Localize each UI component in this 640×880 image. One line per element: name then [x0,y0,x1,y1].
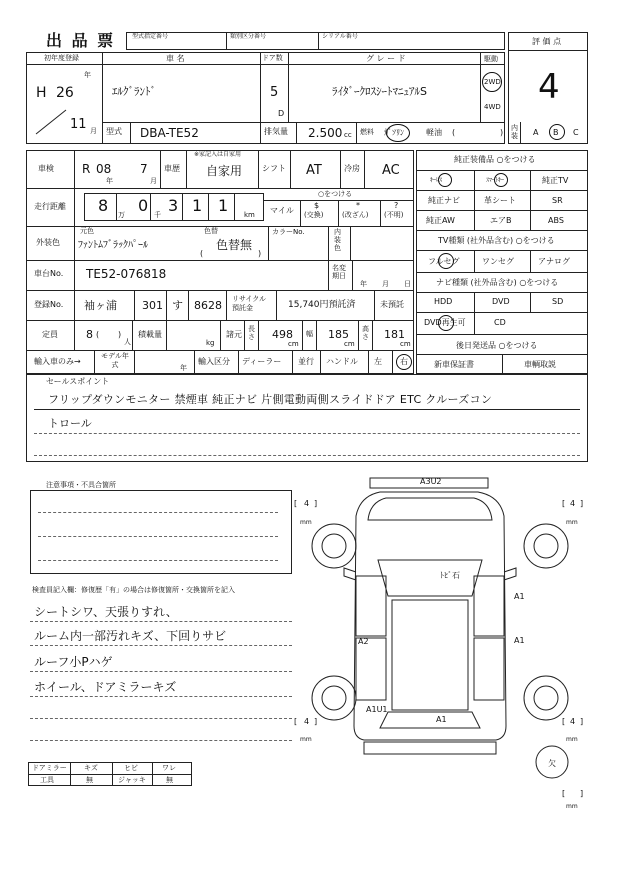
height-unit: cm [400,340,411,348]
exchange-option: (交換) [304,211,324,219]
mile-option: マイル [270,206,294,215]
import-label: 輸入車のみ→ [34,357,81,366]
first-reg-month: 11 [70,117,87,132]
exterior-color-label: 外装色 [36,238,60,247]
tire-depth-fl: 4 [304,499,310,508]
color-change-paren-open: ( [200,249,204,258]
first-reg-era: H [36,85,47,101]
equipment-title: 純正装備品 ○をつける [454,155,536,164]
body-outline [354,492,506,740]
missing-header-scratch: キズ [84,764,98,772]
tv-analog: アナログ [538,257,570,266]
ac-label: 冷房 [344,164,360,173]
length-unit: cm [288,340,299,348]
displacement-unit: cc [344,131,352,139]
docs-warranty: 新車保証書 [434,360,474,369]
length-value: 498 [272,328,293,341]
registration-number: 8628 [194,299,222,312]
mileage-digit-2: 0 [138,196,149,215]
usage-value: 自家用 [206,164,243,178]
tire-front-left [312,524,356,568]
capacity-label: 定員 [42,330,58,339]
interior-color-label: 内装色 [334,228,341,252]
original-color-label: 元色 [80,227,94,235]
inspection-label: 車検 [38,164,54,173]
spare-bracket-open: [ [562,789,566,798]
right-front-door [474,576,504,636]
left-mirror [344,568,356,580]
diag-right-rear: A1 [514,636,525,645]
spare-mm: mm [566,803,578,810]
recycle-label: リサイクル預託金 [232,295,267,312]
width-label: 幅 [306,330,313,338]
month-unit: 月 [90,127,97,135]
doors-value: 5 [270,85,279,100]
windshield [378,560,482,596]
registration-class: 301 [142,299,163,312]
door-type: D [278,109,285,118]
inspector-line-3: ルーフ小Pハゲ [34,655,113,669]
drive-2wd: 2WD [484,78,501,86]
sales-points-box [26,374,588,462]
tire-rl-bracket-close: ] [314,717,318,726]
equip-keyless: ｷｰﾚｽ [430,177,443,184]
import-division-label: 輸入区分 [198,357,230,366]
spare-bracket-close: ] [580,789,584,798]
missing-header-break: ワレ [162,764,176,772]
handle-label: ハンドル [326,357,358,366]
equip-abs: ABS [548,216,564,225]
notes-box [30,490,292,574]
interior-label: 内装 [511,124,518,140]
nav-title: ナビ種類 (社外品含む) ○をつける [436,278,559,287]
equip-leather: 革シート [484,196,516,205]
registration-area: 袖ヶ浦 [84,299,117,312]
tamper-sym: * [356,201,360,210]
missing-header-mirror: ドアミラー [32,764,67,772]
tire-rr-bracket-open: [ [562,717,566,726]
capacity-value: 8 [86,328,93,341]
equip-smartkey: ｽﾏｰﾄｷｰ [486,177,505,184]
equip-airbag: エアB [490,216,512,225]
tv-oneseg: ワンセグ [482,257,514,266]
tire-fr-bracket-open: [ [562,499,566,508]
mileage-unit-km: km [244,211,255,219]
inspector-line-1: シートシワ、天張りすれ、 [34,605,178,619]
first-reg-year: 26 [56,85,74,101]
sales-points-line2: トロール [48,417,92,430]
displacement-label: 排気量 [264,127,288,136]
diag-front-bumper: A3U2 [420,477,442,486]
docs-manual: 車輌取説 [524,360,556,369]
diag-rear-left: A1U1 [366,705,388,714]
tire-fr-bracket-close: ] [580,499,584,508]
mileage-digit-4: 1 [192,196,203,215]
load-unit: kg [206,339,215,347]
roof [392,600,468,710]
docs-title: 後日発送品 ○をつける [456,341,538,350]
missing-jack: ジャッキ [118,776,146,784]
fuel-gasoline: ｶﾞｿﾘﾝ [384,128,404,137]
equip-navi: 純正ナビ [428,196,460,205]
length-label: 長さ [248,325,255,341]
rear-glass [380,712,480,728]
drive-4wd: 4WD [484,103,501,111]
mileage-digit-5: 1 [218,196,229,215]
ac-value: AC [382,163,400,178]
grade-label: グ レ ー ド [366,54,406,63]
shift-value: AT [306,163,322,178]
equip-sr: SR [552,196,563,205]
registration-kana: す [172,299,183,312]
inspection-year-unit: 年 [106,177,113,185]
import-dealer: ディーラー [242,357,282,366]
registration-label: 登録No. [34,300,64,309]
paren-open: ( [452,128,456,137]
model-value: DBA-TE52 [140,126,199,140]
tire-fl-bracket-open: [ [294,499,298,508]
diag-spare-label: 欠 [548,759,556,768]
missing-jack-value: 無 [166,776,173,784]
mileage-label: 走行距離 [34,202,66,211]
inspector-line-2: ルーム内一部汚れキズ、下回りサビ [34,629,227,643]
usage-label: 車歴 [164,164,180,173]
shift-label: シフト [262,164,286,173]
width-unit: cm [344,340,355,348]
missing-tools-value: 無 [86,776,93,784]
right-rear-door [474,638,504,700]
chassis-label: 車台No. [34,269,64,278]
sales-points-label: セールスポイント [46,377,110,386]
missing-tools: 工具 [40,776,54,784]
diag-left-side: A2 [358,637,369,646]
dims-label: 諸元 [226,330,242,339]
name-change-month-unit: 月 [382,280,389,288]
capacity-unit: 人 [124,338,131,346]
inspection-month: 7 [140,162,148,176]
tire-fr-mm: mm [566,519,578,526]
year-unit: 年 [84,71,91,79]
equip-aw: 純正AW [426,216,455,225]
rear-bumper [364,742,496,754]
first-reg-label: 初年度登録 [44,54,79,62]
capacity-paren-close: ) [118,330,122,339]
paren-close: ) [500,128,504,137]
import-parallel: 並行 [298,357,314,366]
tire-rr-mm: mm [566,736,578,743]
left-rear-door [356,638,386,700]
tire-rl-bracket-open: [ [294,717,298,726]
model-label: 型式 [106,127,122,136]
displacement-value: 2.500 [308,126,343,140]
color-change-paren-close: ) [258,249,262,258]
height-label: 高さ [362,325,369,341]
fuel-label: 燃料 [360,128,374,136]
recycle-value: 15,740円預託済 [288,300,356,310]
height-value: 181 [384,328,405,341]
score-label: 評 価 点 [532,37,562,46]
inspection-month-unit: 月 [150,177,157,185]
tv-fullseg: フルセグ [428,257,460,266]
chassis-number: TE52-076818 [86,267,167,281]
equip-tv: 純正TV [542,176,569,185]
nav-dvd: DVD [492,297,510,306]
inspector-line-4: ホイール、ドアミラーキズ [34,680,177,694]
tire-rear-right [524,676,568,720]
capacity-paren-open: ( [96,330,100,339]
diag-rear-bumper: A1 [436,715,447,724]
name-change-year-unit: 年 [360,280,367,288]
mileage-digit-3: 3 [168,196,179,215]
grade-value: ﾗｲﾀﾞｰｸﾛｽｼｰﾄﾏﾆｭｱﾙS [332,85,427,98]
tire-rr-bracket-close: ] [580,717,584,726]
car-name-label: 車 名 [166,54,185,63]
tire-depth-rr: 4 [570,717,576,726]
inspector-label: 検査員記入欄：修復歴「有」の場合は修復箇所・交換箇所を記入 [32,586,235,594]
handle-right: 右 [400,357,408,366]
mileage-circle-note: ○をつける [318,190,353,198]
color-change: 色替無 [216,238,253,252]
notes-label: 注意事項・不具合箇所 [46,481,116,489]
width-value: 185 [328,328,349,341]
color-no-label: カラーNo. [272,228,305,236]
car-name: ｴﾙｸﾞﾗﾝﾄﾞ [112,85,156,98]
tire-front-right [524,524,568,568]
model-designation-label: 型式指定番号 [132,33,169,40]
nav-sd: SD [552,297,564,306]
interior-grade-a: A [533,128,539,137]
doors-label: ドア数 [262,54,283,62]
tire-rl-mm: mm [300,736,312,743]
original-color: ﾌｧﾝﾄﾑﾌﾞﾗｯｸﾊﾟｰﾙ [78,240,148,251]
inspection-year: 08 [96,162,112,176]
tire-rear-left [312,676,356,720]
page-title: 出 品 票 [46,31,116,50]
recycle-status: 未預託 [380,300,404,309]
tv-title: TV種類 (社外品含む) ○をつける [438,236,555,245]
tire-depth-rl: 4 [304,717,310,726]
category-label: 類別区分番号 [230,33,267,40]
load-label: 積載量 [138,330,162,339]
unknown-option: (不明) [384,211,404,219]
tamper-option: (改ざん) [342,211,369,219]
inspection-era: R [82,162,91,176]
exchange-sym: $ [314,201,320,210]
tire-fl-bracket-close: ] [314,499,318,508]
fuel-diesel: 軽油 [426,128,442,137]
tire-fl-mm: mm [300,519,312,526]
nav-hdd: HDD [434,297,453,306]
unknown-sym: ? [394,201,399,210]
change-color-label: 色替 [204,227,218,235]
sales-points-line1: フリップダウンモニター 禁煙車 純正ナビ 片側電動両側スライドドア ETC クルーズコン [48,393,493,406]
model-year-unit: 年 [180,364,187,372]
missing-header-crack: ヒビ [124,764,138,772]
mileage-unit-sen: 千 [154,211,161,219]
diag-windshield: ﾄﾋﾞ石 [440,571,460,580]
drive-label: 駆動 [484,55,498,63]
mileage-digit-1: 8 [98,196,109,215]
right-mirror [504,568,516,580]
interior-grade-b: B [553,128,559,137]
id-number-box [126,32,505,50]
usage-note: ※家記入は自家用 [194,151,242,158]
score-value: 4 [538,67,560,107]
nav-cd: CD [494,318,506,327]
serial-label: シリアル番号 [322,33,358,40]
diag-right-front: A1 [514,592,525,601]
mileage-unit-man: 万 [118,211,125,219]
hood [368,498,492,520]
tire-depth-fr: 4 [570,499,576,508]
first-reg-slash [34,108,68,136]
interior-grade-c: C [573,128,579,137]
left-front-door [356,576,386,636]
handle-left: 左 [374,357,382,366]
name-change-day-unit: 日 [404,280,411,288]
nav-dvdplay: DVD再生可 [424,318,466,327]
name-change-label: 名変期日 [332,264,346,280]
model-year-label: モデル年式 [101,352,129,369]
